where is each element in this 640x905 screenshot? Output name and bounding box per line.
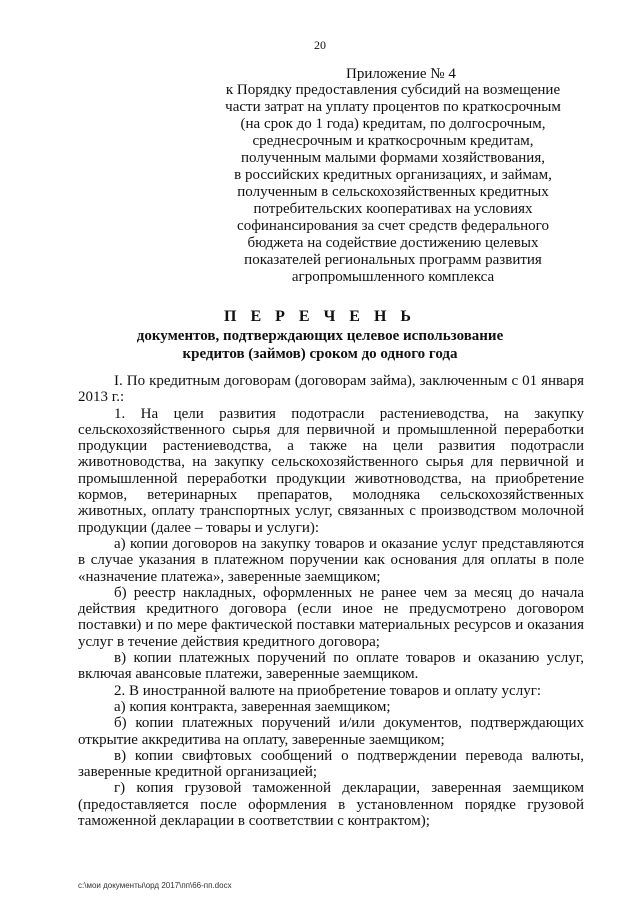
appendix-line: к Порядку предоставления субсидий на возмещение: [225, 82, 561, 98]
appendix-line: софинансирования за счет средств федерального: [237, 218, 549, 234]
appendix-line: бюджета на содействие достижению целевых: [247, 235, 539, 251]
document-body: [78, 373, 584, 829]
list-item: а) копия контракта, заверенная заемщиком;: [114, 698, 391, 715]
appendix-line: среднесрочным и краткосрочным кредитам,: [252, 133, 534, 149]
appendix-line: полученным малыми формами хозяйствования,: [241, 150, 545, 166]
subtitle-line: документов, подтверждающих целевое использование: [136, 328, 504, 344]
file-path-footer: c:\мои документы\орд 2017\пп\66-пп.docx: [78, 881, 232, 890]
appendix-title: Приложение № 4: [346, 66, 456, 82]
page-number: 20: [314, 38, 326, 52]
appendix-line: полученным в сельскохозяйственных кредитных: [237, 184, 549, 200]
appendix-line: потребительских кооперативах на условиях: [253, 201, 533, 217]
list-item: в) копии свифтовых сообщений о подтверждении перевода валюты, заверенные кредитной организацией;: [78, 747, 584, 781]
appendix-line: в российских кредитных организациях, и займам,: [234, 167, 552, 183]
list-item: б) реестр накладных, оформленных не ранее чем за месяц до начала действия кредитного договора (если иное не предусмотрено договором поставки) и по мере фактической поставки материальных ресурсов и оказания услуг в течение действия кредитного договора;: [78, 584, 584, 650]
list-item: г) копия грузовой таможенной декларации, заверенная заемщиком (предоставляется после оформления в установленном порядке грузовой таможенной декларации в соответствии с контрактом);: [78, 780, 584, 830]
list-item: а) копии договоров на закупку товаров и оказание услуг представляются в случае указания в платежном поручении как основания для оплаты в поле «назначение платежа», заверенные заемщиком;: [78, 535, 584, 585]
appendix-line: показателей региональных программ развития: [244, 252, 542, 268]
document-subtitle: [0, 327, 640, 363]
appendix-description: [205, 82, 581, 286]
list-item: 1. На цели развития подотрасли растениеводства, на закупку сельскохозяйственного сырья для первичной и промышленной переработки продукции растениеводства, а также на цели развития подотрасли животноводства, на закупку сельскохозяйственного сырья для первичной и промышленной переработки продукции животноводства, на приобретение кормов, ветеринарных препаратов, молодняка сельскохозяйственных животных, оплату транспортных услуг, связанных с производством молочной продукции (далее – товары и услуги):: [78, 405, 584, 536]
appendix-line: части затрат на уплату процентов по краткосрочным: [225, 99, 561, 115]
section-heading: I. По кредитным договорам (договорам займа), заключенным с 01 января 2013 г.:: [78, 373, 584, 406]
list-item: 2. В иностранной валюте на приобретение товаров и оплату услуг:: [114, 682, 542, 699]
subtitle-line: кредитов (займов) сроком до одного года: [182, 346, 458, 362]
list-item: в) копии платежных поручений по оплате товаров и оказанию услуг, включая авансовые платежи, заверенные заемщиком.: [78, 650, 584, 683]
list-item: б) копии платежных поручений и/или документов, подтверждающих открытие аккредитива на оплату, заверенные заемщиком;: [78, 715, 584, 748]
appendix-line: (на срок до 1 года) кредитам, по долгосрочным,: [240, 116, 546, 132]
appendix-line: агропромышленного комплекса: [291, 269, 495, 285]
document-title: П Е Р Е Ч Е Н Ь: [224, 308, 416, 325]
